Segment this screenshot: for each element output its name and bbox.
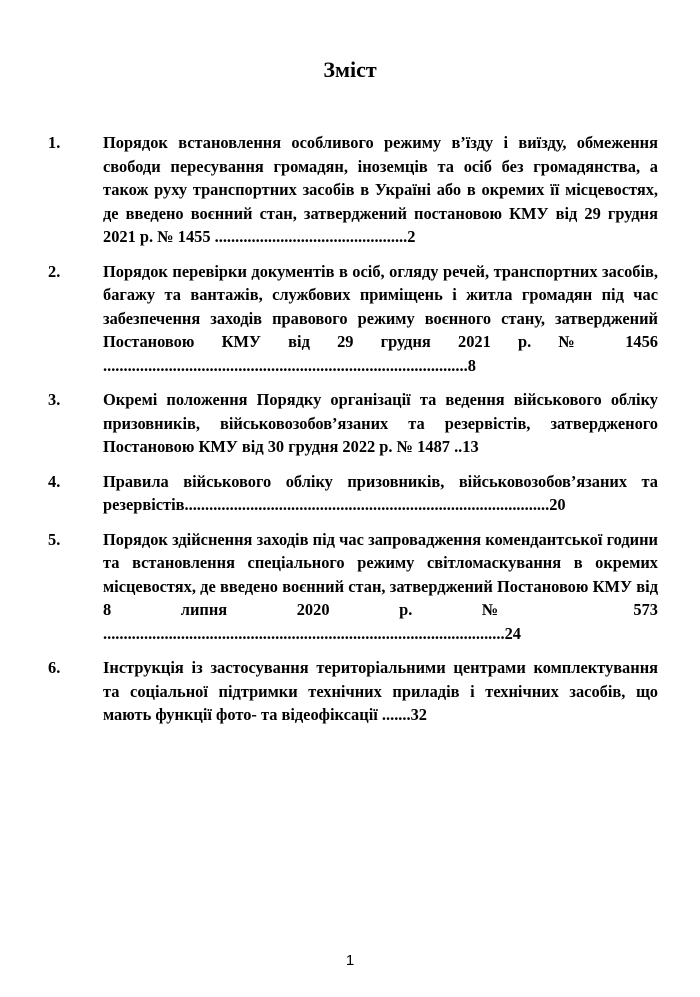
toc-item-text-block xyxy=(103,260,658,378)
toc-item-page-ref: .........................................................................................8 xyxy=(103,355,476,375)
toc-item-title: Порядок встановлення особливого режиму в’їзду і виїзду, обмеження свободи пересування громадян, іноземців та осіб без громадянства, а також руху транспортних засобів в Україні або в окремих її місцевостях, де введено воєнний стан, затверджений постановою КМУ від 29 грудня 2021 р. № 1455 xyxy=(103,133,658,246)
toc-item-number: 3. xyxy=(48,390,61,409)
toc-item-number: 5. xyxy=(48,529,61,549)
toc-item-number: 4. xyxy=(48,471,61,491)
toc-item-5 xyxy=(48,528,658,646)
toc-item-page-ref: .......32 xyxy=(381,705,427,724)
toc-item-page-ref: ..13 xyxy=(454,437,479,456)
page-number: 1 xyxy=(345,952,355,969)
toc-item-title: Правила військового обліку призовників, військовозобов’язаних та резервістів xyxy=(103,471,658,514)
toc-item-text-block xyxy=(103,388,658,459)
toc-item-4 xyxy=(48,470,658,517)
page-title: Зміст xyxy=(323,57,377,82)
toc-item-page-ref: ..................................................................................................24 xyxy=(103,623,521,643)
toc-item-number: 6. xyxy=(48,658,61,677)
toc-item-title: Порядок перевірки документів в осіб, огляду речей, транспортних засобів, багажу та вантажів, службових приміщень і житла громадян під час забезпечення заходів правового режиму воєнного стану, затверджений Постановою КМУ від 29 грудня 2021 р. № 1456 xyxy=(103,261,658,351)
toc-item-page-ref: ...............................................2 xyxy=(214,227,416,246)
toc-item-text-block xyxy=(103,470,658,517)
toc-item-title: Окремі положення Порядку організації та ведення військового обліку призовників, військовозобов’язаних та резервістів, затвердженого Постановою КМУ від 30 грудня 2022 р. № 1487 xyxy=(103,390,658,456)
toc-item-title: Інструкція із застосування територіальними центрами комплектування та соціальної підтримки технічних приладів і технічних засобів, що мають функції фото- та відеофіксації xyxy=(103,658,658,724)
toc-item-6 xyxy=(48,656,658,727)
toc-list xyxy=(48,131,658,738)
toc-item-text-block xyxy=(103,131,658,249)
toc-item-text-block xyxy=(103,528,658,646)
toc-item-2 xyxy=(48,260,658,378)
toc-item-page-ref: .........................................................................................20 xyxy=(184,495,566,514)
toc-item-1 xyxy=(48,131,658,249)
toc-item-number: 2. xyxy=(48,261,61,281)
toc-item-number: 1. xyxy=(48,133,61,152)
toc-item-text-block xyxy=(103,656,658,727)
toc-item-3 xyxy=(48,388,658,459)
toc-item-title: Порядок здійснення заходів під час запровадження комендантської години та встановлення спеціального режиму світломаскування в окремих місцевостях, де введено воєнний стан, затверджений Постановою КМУ від 8 липня 2020 р. № 573 xyxy=(103,529,658,619)
